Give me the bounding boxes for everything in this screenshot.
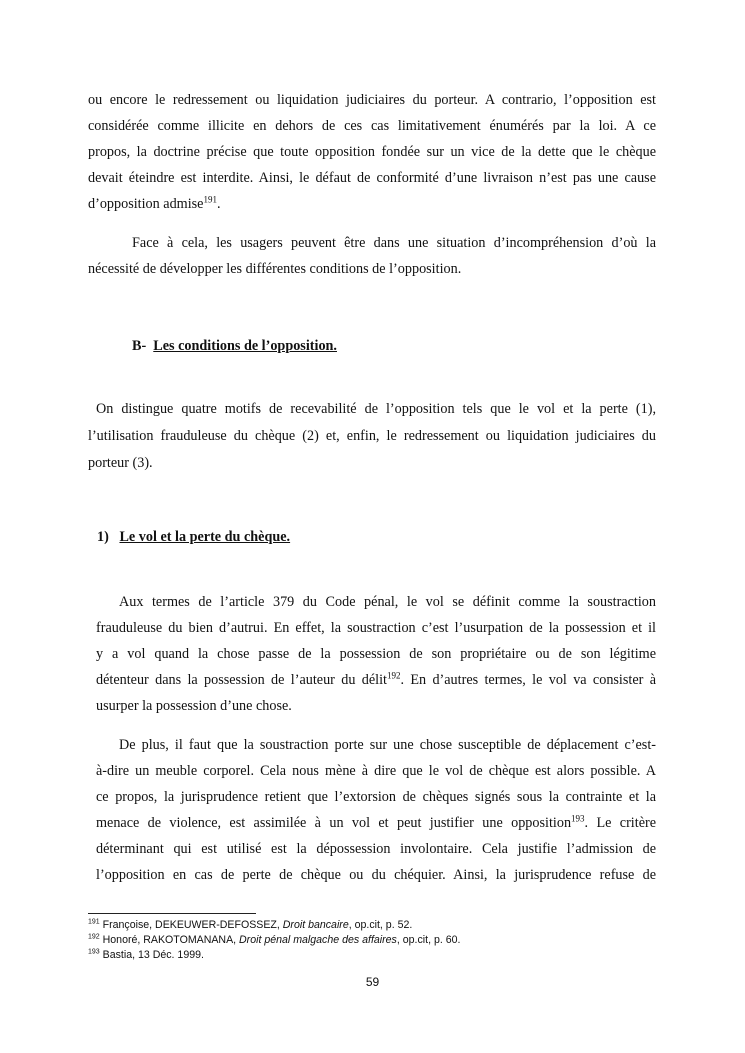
text-line: l’opposition en cas de perte de chèque ou du chéquier. Ainsi, la jurisprudence refuse de bbox=[96, 867, 656, 883]
text-line: frauduleuse du bien d’autrui. En effet, la soustraction c’est l’usurpation de la possession et il bbox=[96, 620, 656, 636]
text-line: menace de violence, est assimilée à un vol et peut justifier une opposition$^{193}$. Le critère bbox=[96, 813, 657, 831]
text-line: l’utilisation frauduleuse du chèque (2) et, enfin, le redressement ou liquidation judiciaires du bbox=[88, 428, 656, 444]
text-line: d’opposition admise$^{191}$. bbox=[88, 194, 221, 212]
text-line: On distingue quatre motifs de recevabilité de l’opposition tels que le vol et la perte (1), bbox=[96, 401, 656, 417]
section-heading-b-title: Les conditions de l’opposition. bbox=[153, 338, 337, 354]
footnote-ref-193[interactable]: 193 bbox=[571, 813, 585, 824]
subsection-heading-1-title: Le vol et la perte du chèque. bbox=[119, 529, 291, 545]
footnote-ref-191[interactable]: 191 bbox=[203, 194, 217, 205]
section-heading-b: B- Les conditions de l’opposition. bbox=[132, 338, 337, 354]
footnote-separator bbox=[88, 913, 256, 914]
text-line: ou encore le redressement ou liquidation judiciaires du porteur. A contrario, l’opposition est bbox=[88, 92, 656, 108]
text-line: Aux termes de l’article 379 du Code pénal, le vol se définit comme la soustraction bbox=[119, 594, 656, 610]
text-line: déterminant qui est utilisé est la dépossession involontaire. Cela justifie l’admission de bbox=[96, 841, 656, 857]
text-line: nécessité de développer les différentes conditions de l’opposition. bbox=[88, 261, 462, 277]
text-line: porteur (3). bbox=[88, 455, 153, 471]
text-line: usurper la possession d’une chose. bbox=[96, 698, 292, 714]
text-line: propos, la doctrine précise que toute opposition fondée sur un vice de la dette que le chèque bbox=[88, 144, 656, 160]
text-line: détenteur dans la possession de l’auteur du délit$^{192}$. En d’autres termes, le vol va consister à bbox=[96, 670, 656, 688]
footnote-193: $^{193}$ Bastia, 13 Déc. 1999. bbox=[88, 948, 204, 961]
subsection-heading-1: 1) Le vol et la perte du chèque. bbox=[97, 529, 291, 545]
text-line: devait éteindre est interdite. Ainsi, le défaut de conformité d’une livraison n’est pas une cause bbox=[88, 170, 656, 186]
footnote-191: $^{191}$ Françoise, DEKEUWER-DEFOSSEZ, Droit bancaire, op.cit, p. 52. bbox=[88, 918, 413, 931]
text-line: à-dire un meuble corporel. Cela nous mène à dire que le vol de chèque est alors possible. A bbox=[96, 763, 656, 779]
footnote-ref-192[interactable]: 192 bbox=[386, 670, 401, 681]
page-number: 59 bbox=[365, 975, 380, 989]
text-line: y a vol quand la chose passe de la possession de son propriétaire ou de son légitime bbox=[96, 646, 656, 662]
text-line: ce propos, la jurisprudence retient que l’extorsion de chèques signés sous la contrainte et la bbox=[96, 789, 656, 805]
footnote-192: $^{192}$ Honoré, RAKOTOMANANA, Droit pénal malgache des affaires, op.cit, p. 60. bbox=[88, 933, 461, 946]
text-line: Face à cela, les usagers peuvent être dans une situation d’incompréhension d’où la bbox=[132, 235, 656, 251]
text-line: considérée comme illicite en dehors de ces cas limitativement énumérés par la loi. A ce bbox=[88, 118, 656, 134]
text-line: De plus, il faut que la soustraction porte sur une chose susceptible de déplacement c’est- bbox=[119, 737, 656, 753]
